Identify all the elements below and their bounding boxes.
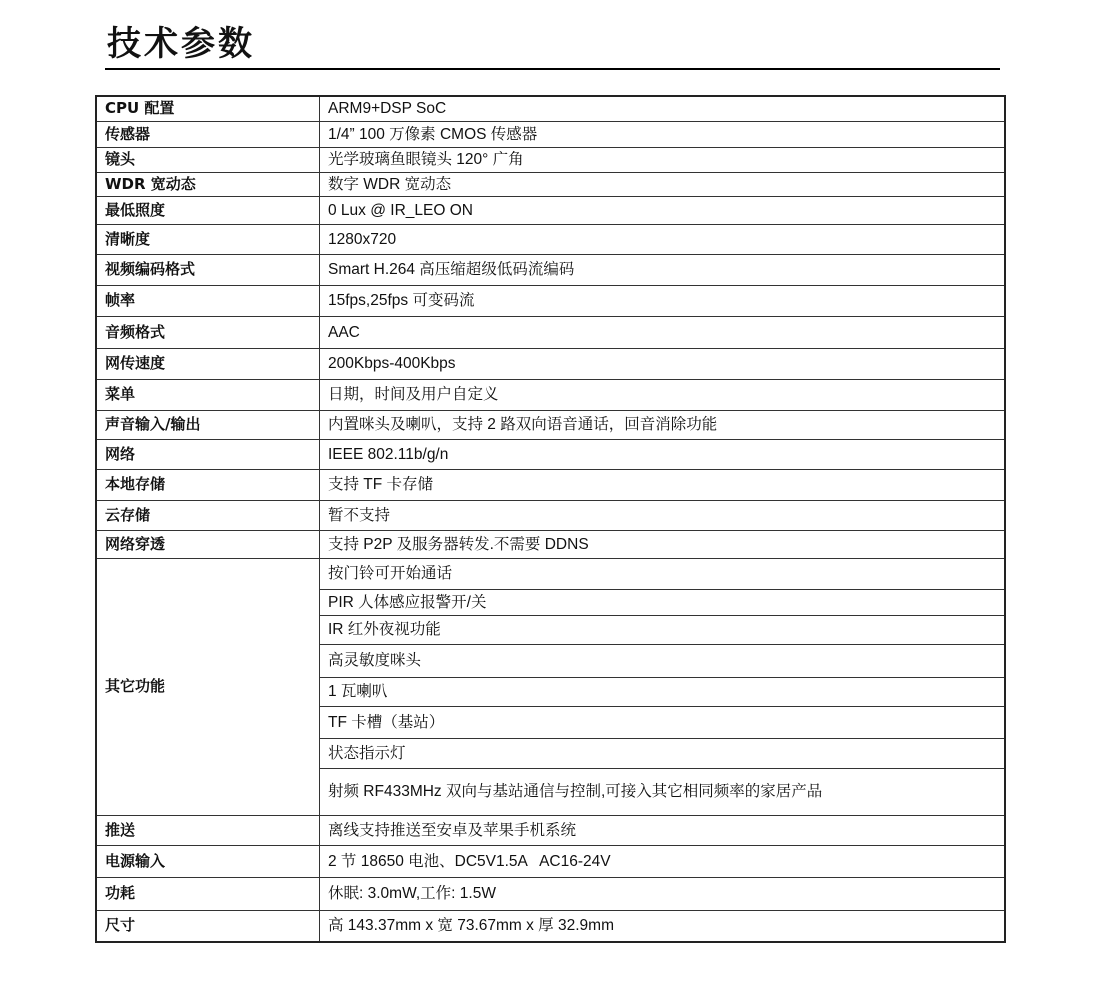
row-label: 视频编码格式 bbox=[96, 254, 320, 285]
table-row bbox=[96, 469, 1005, 500]
row-label: WDR 宽动态 bbox=[96, 172, 320, 196]
row-label: CPU 配置 bbox=[96, 96, 320, 121]
row-value: 1/4” 100 万像素 CMOS 传感器 bbox=[320, 121, 1006, 147]
table-row bbox=[96, 172, 1005, 196]
row-label: 声音输入/输出 bbox=[96, 410, 320, 439]
row-value: 支持 P2P 及服务器转发.不需要 DDNS bbox=[320, 530, 1006, 558]
table-row bbox=[96, 558, 1005, 589]
table-row bbox=[96, 910, 1005, 942]
row-label: 本地存储 bbox=[96, 469, 320, 500]
table-row bbox=[96, 845, 1005, 877]
table-row bbox=[96, 379, 1005, 410]
other-function-item: 高灵敏度咪头 bbox=[320, 644, 1006, 677]
row-label: 清晰度 bbox=[96, 224, 320, 254]
table-row bbox=[96, 815, 1005, 845]
row-label: 功耗 bbox=[96, 877, 320, 910]
table-row bbox=[96, 439, 1005, 469]
page-title: 技术参数 bbox=[107, 24, 255, 64]
row-value: AAC bbox=[320, 316, 1006, 348]
row-value: 离线支持推送至安卓及苹果手机系统 bbox=[320, 815, 1006, 845]
row-label: 推送 bbox=[96, 815, 320, 845]
row-label: 帧率 bbox=[96, 285, 320, 316]
other-function-item: 按门铃可开始通话 bbox=[320, 558, 1006, 589]
row-label: 最低照度 bbox=[96, 196, 320, 224]
table-row bbox=[96, 224, 1005, 254]
row-label: 音频格式 bbox=[96, 316, 320, 348]
row-value: 15fps,25fps 可变码流 bbox=[320, 285, 1006, 316]
row-label: 传感器 bbox=[96, 121, 320, 147]
row-value: Smart H.264 高压缩超级低码流编码 bbox=[320, 254, 1006, 285]
table-row bbox=[96, 410, 1005, 439]
row-label: 网络 bbox=[96, 439, 320, 469]
other-function-item: TF 卡槽（基站） bbox=[320, 706, 1006, 738]
other-function-item: IR 红外夜视功能 bbox=[320, 615, 1006, 644]
table-row bbox=[96, 500, 1005, 530]
other-function-item: 1 瓦喇叭 bbox=[320, 677, 1006, 706]
row-value: 内置咪头及喇叭，支持 2 路双向语音通话，回音消除功能 bbox=[320, 410, 1006, 439]
row-value: ARM9+DSP SoC bbox=[320, 96, 1006, 121]
other-function-item: 射频 RF433MHz 双向与基站通信与控制,可接入其它相同频率的家居产品 bbox=[320, 768, 1006, 815]
table-row bbox=[96, 196, 1005, 224]
other-function-item: 状态指示灯 bbox=[320, 738, 1006, 768]
table-row bbox=[96, 877, 1005, 910]
table-row bbox=[96, 285, 1005, 316]
row-label: 电源输入 bbox=[96, 845, 320, 877]
row-value: 休眠: 3.0mW,工作: 1.5W bbox=[320, 877, 1006, 910]
row-label: 镜头 bbox=[96, 147, 320, 172]
row-label: 网传速度 bbox=[96, 348, 320, 379]
row-value: 光学玻璃鱼眼镜头 120° 广角 bbox=[320, 147, 1006, 172]
other-function-item: PIR 人体感应报警开/关 bbox=[320, 589, 1006, 615]
row-value: IEEE 802.11b/g/n bbox=[320, 439, 1006, 469]
table-row bbox=[96, 96, 1005, 121]
row-label: 网络穿透 bbox=[96, 530, 320, 558]
row-value: 1280x720 bbox=[320, 224, 1006, 254]
table-row bbox=[96, 147, 1005, 172]
row-value: 暂不支持 bbox=[320, 500, 1006, 530]
table-row bbox=[96, 530, 1005, 558]
row-label: 菜单 bbox=[96, 379, 320, 410]
spec-table bbox=[95, 95, 1006, 943]
table-row bbox=[96, 254, 1005, 285]
table-row bbox=[96, 121, 1005, 147]
row-value: 数字 WDR 宽动态 bbox=[320, 172, 1006, 196]
other-functions-label: 其它功能 bbox=[96, 558, 320, 815]
row-label: 尺寸 bbox=[96, 910, 320, 942]
row-value: 2 节 18650 电池、DC5V1.5A AC16-24V bbox=[320, 845, 1006, 877]
row-value: 0 Lux @ IR_LEO ON bbox=[320, 196, 1006, 224]
row-value: 支持 TF 卡存储 bbox=[320, 469, 1006, 500]
title-divider bbox=[105, 68, 1000, 70]
row-label: 云存储 bbox=[96, 500, 320, 530]
row-value: 高 143.37mm x 宽 73.67mm x 厚 32.9mm bbox=[320, 910, 1006, 942]
row-value: 200Kbps-400Kbps bbox=[320, 348, 1006, 379]
table-row bbox=[96, 316, 1005, 348]
table-row bbox=[96, 348, 1005, 379]
row-value: 日期，时间及用户自定义 bbox=[320, 379, 1006, 410]
